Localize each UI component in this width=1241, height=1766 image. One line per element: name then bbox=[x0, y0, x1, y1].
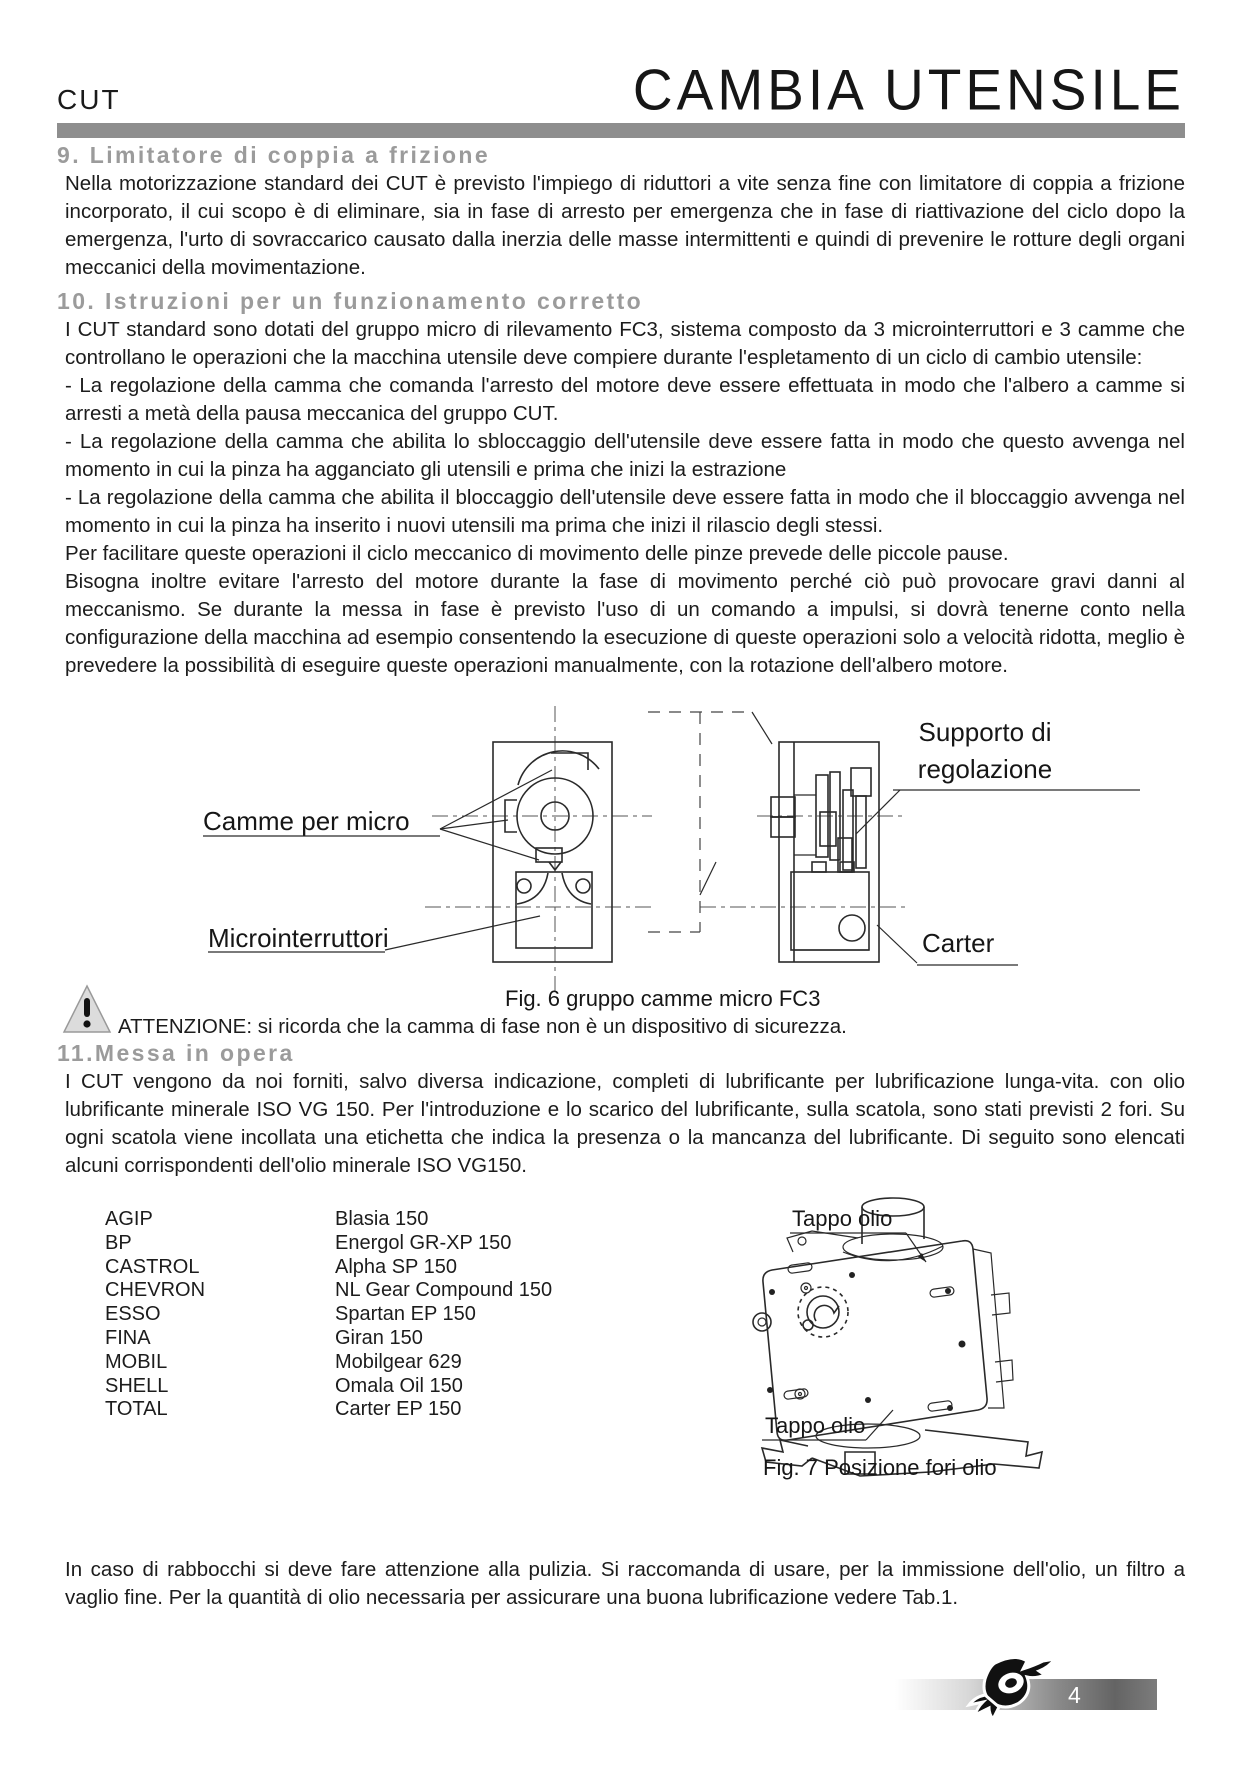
paragraph: Bisogna inoltre evitare l'arresto del motore durante la fase di movimento perché ciò può provocare gravi danni al meccanismo. Se durante la messa in fase è previsto l'uso di un comando a impulsi, si dovrà tenerne conto nella configurazione della macchina ad esempio consentendo la esecuzione di queste operazioni solo a velocità ridotta, meglio è prevedere la possibilità di eseguire queste operazioni manualmente, con la rotazione dell'albero motore. bbox=[65, 570, 1185, 677]
oil-name: Blasia 150 bbox=[335, 1208, 429, 1230]
table-row bbox=[105, 1208, 552, 1232]
section-10-body bbox=[65, 316, 1185, 680]
fig6-label-supporto: Supporto di regolazione bbox=[917, 717, 1053, 784]
page-number: 4 bbox=[1068, 1682, 1081, 1708]
fig6-label-carter: Carter bbox=[922, 928, 995, 958]
oil-name: Carter EP 150 bbox=[335, 1398, 462, 1421]
oil-brand: FINA bbox=[105, 1326, 151, 1349]
product-code: CUT bbox=[57, 84, 121, 115]
closing-paragraph bbox=[65, 1556, 1185, 1612]
fig7-oil-holes-drawing bbox=[680, 1195, 1160, 1495]
oil-name: NL Gear Compound 150 bbox=[335, 1279, 553, 1302]
page-title: CAMBIA UTENSILE bbox=[632, 57, 1185, 123]
oil-name: Omala Oil 150 bbox=[335, 1374, 463, 1397]
warning-text: ATTENZIONE: si ricorda che la camma di fase non è un dispositivo di sicurezza. bbox=[118, 1015, 847, 1038]
fig7-label-tappo-olio-bottom: Tappo olio bbox=[765, 1413, 866, 1438]
oil-brand: BP bbox=[105, 1231, 132, 1254]
oil-brand: MOBIL bbox=[105, 1350, 168, 1373]
table-row bbox=[105, 1256, 552, 1280]
fig7-label-tappo-olio-top: Tappo olio bbox=[792, 1206, 893, 1231]
paragraph: - La regolazione della camma che comanda l'arresto del motore deve essere effettuata in modo che l'albero a camme si arresti a metà della pausa meccanica del gruppo CUT. bbox=[65, 374, 1185, 425]
fig7-caption: Fig. 7 Posizione fori olio bbox=[763, 1455, 997, 1480]
section-11-body bbox=[65, 1068, 1185, 1180]
oil-name: Giran 150 bbox=[335, 1326, 423, 1349]
paragraph: Nella motorizzazione standard dei CUT è previsto l'impiego di riduttori a vite senza fine con limitatore di coppia a frizione incorporato, il cui scopo è di eliminare, sia in fase di arresto per emergenza che in fase di riattivazione del ciclo dopo la emergenza, l'urto di sovraccarico causato dalla inerzia delle masse intermittenti e quindi di prevenire le rotture degli organi meccanici della movimentazione. bbox=[65, 172, 1185, 279]
section-10-heading: 10. Istruzioni per un funzionamento corretto bbox=[57, 288, 644, 314]
section-11-heading: 11.Messa in opera bbox=[57, 1040, 295, 1066]
paragraph: I CUT standard sono dotati del gruppo micro di rilevamento FC3, sistema composto da 3 microinterruttori e 3 camme che controllano le operazioni che la macchina utensile deve compiere durante l'espletamento di un ciclo di cambio utensile: bbox=[65, 318, 1185, 369]
oil-equivalence-table bbox=[105, 1208, 552, 1422]
table-row bbox=[105, 1327, 552, 1351]
oil-brand: ESSO bbox=[105, 1303, 161, 1326]
oil-brand: AGIP bbox=[105, 1208, 153, 1230]
oil-brand: CASTROL bbox=[105, 1255, 200, 1278]
paragraph: - La regolazione della camma che abilita lo sbloccaggio dell'utensile deve essere fatta in modo che questo avvenga nel momento in cui la pinza ha agganciato gli utensili e prima che inizi la estrazione bbox=[65, 430, 1185, 481]
paragraph: Per facilitare queste operazioni il ciclo meccanico di movimento delle pinze prevede delle piccole pause. bbox=[65, 542, 1009, 565]
oil-name: Spartan EP 150 bbox=[335, 1303, 476, 1326]
fig6-label-camme: Camme per micro bbox=[203, 806, 410, 836]
paragraph: - La regolazione della camma che abilita il bloccaggio dell'utensile deve essere fatta in modo che il bloccaggio avvenga nel momento in cui la pinza ha inserito i nuovi utensili ma prima che inizi il rilascio degli stessi. bbox=[65, 486, 1185, 537]
fig6-caption: Fig. 6 gruppo camme micro FC3 bbox=[505, 986, 821, 1011]
table-row bbox=[105, 1375, 552, 1399]
table-row bbox=[105, 1232, 552, 1256]
oil-brand: CHEVRON bbox=[105, 1279, 206, 1302]
brand-logo-icon bbox=[965, 1645, 1075, 1725]
table-row bbox=[105, 1279, 552, 1303]
oil-name: Mobilgear 629 bbox=[335, 1350, 462, 1373]
warning-triangle-icon bbox=[60, 982, 120, 1042]
table-row bbox=[105, 1351, 552, 1375]
paragraph: In caso di rabbocchi si deve fare attenzione alla pulizia. Si raccomanda di usare, per la immissione dell'olio, un filtro a vaglio fine. Per la quantità di olio necessaria per assicurare una buona lubrificazione vedere Tab.1. bbox=[65, 1558, 1185, 1609]
fig6-label-microinterruttori: Microinterruttori bbox=[208, 923, 389, 953]
oil-name: Alpha SP 150 bbox=[335, 1255, 457, 1278]
header-rule bbox=[57, 123, 1185, 138]
oil-brand: SHELL bbox=[105, 1374, 169, 1397]
table-row bbox=[105, 1398, 552, 1422]
oil-brand: TOTAL bbox=[105, 1398, 168, 1421]
paragraph: I CUT vengono da noi forniti, salvo diversa indicazione, completi di lubrificante per lubrificazione lunga-vita. con olio lubrificante minerale ISO VG 150. Per l'introduzione e lo scarico del lubrificante, sulla scatola, sono stati previsti 2 fori. Su ogni scatola viene incollata una etichetta che indica la presenza o la mancanza del lubrificante. Di seguito sono elencati alcuni corrispondenti dell'olio minerale ISO VG150. bbox=[65, 1070, 1185, 1177]
section-9-body bbox=[65, 170, 1185, 282]
oil-name: Energol GR-XP 150 bbox=[335, 1231, 512, 1254]
table-row bbox=[105, 1303, 552, 1327]
section-9-heading: 9. Limitatore di coppia a frizione bbox=[57, 142, 491, 168]
